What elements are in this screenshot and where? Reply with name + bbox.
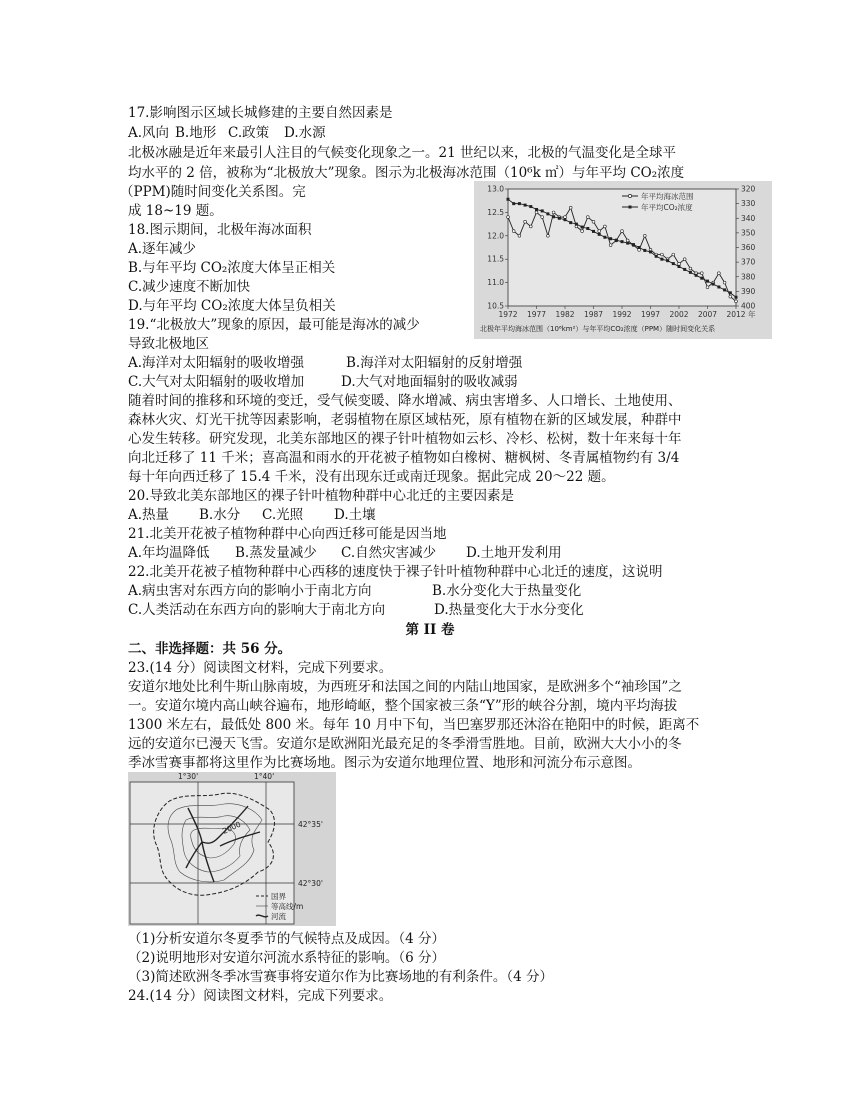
- q23-sub-question-3: （3)简述欧洲冬季冰雪赛事将安道尔作为比赛场地的有利条件。（4 分）: [128, 969, 553, 985]
- co2-point: [615, 239, 618, 242]
- sea-ice-point: [564, 216, 567, 219]
- legend-border-label: 国界: [271, 892, 286, 901]
- sea-ice-point: [604, 225, 607, 228]
- q22-stem: 22.北美开花被子植物种群中心西移的速度快于裸子针叶植物种群中心北迁的速度，这说明: [128, 564, 663, 580]
- sea-ice-point: [507, 216, 510, 219]
- sea-ice-point: [541, 216, 544, 219]
- q17-option-a: A.风向: [128, 125, 170, 141]
- x-axis-tick-label: 1977: [526, 310, 547, 319]
- right-axis-tick-label: 330: [741, 199, 756, 209]
- legend-label-ice: 年平均海冰范围: [641, 192, 694, 201]
- q18-option-a: A.逐年减少: [128, 241, 197, 257]
- co2-point: [700, 277, 703, 280]
- q22-options-row2: [128, 600, 584, 620]
- lat-label: 42°30': [298, 879, 323, 888]
- co2-point: [649, 250, 652, 253]
- q23-paragraph-line: 季冰雪赛事都将这里作为比赛场地。图示为安道尔地理位置、地形和河流分布示意图。: [128, 755, 641, 771]
- x-axis-unit: 年: [748, 310, 756, 319]
- x-axis-tick-label: 2007: [697, 310, 718, 319]
- sea-ice-point: [547, 234, 550, 237]
- co2-point: [541, 209, 544, 212]
- co2-point: [609, 237, 612, 240]
- q20-option-c: C.光照: [262, 507, 304, 523]
- q23-head: 23.(14 分）阅读图文材料，完成下列要求。: [128, 660, 393, 676]
- co2-point: [546, 212, 549, 215]
- sea-ice-point: [524, 220, 527, 223]
- q17-option-b: B.地形: [175, 125, 217, 141]
- q17-option-d: D.水源: [284, 125, 326, 141]
- q23-sub-question-1: （1)分析安道尔冬夏季节的气候特点及成因。（4 分）: [128, 931, 445, 947]
- q18-option-c: C.减少速度不断加快: [128, 279, 251, 295]
- q20-stem: 20.导致北美东部地区的裸子针叶植物种群中心北迁的主要因素是: [128, 488, 514, 504]
- q23-paragraph-line: 远的安道尔已漫天飞雪。安道尔是欧洲阳光最充足的冬季滑雪胜地。目前，欧洲大大小小的冬: [128, 736, 682, 752]
- intro-20-22-line: 每十年向西迁移了 15.4 千米，没有出现东迁或南迁现象。据此完成 20～22 题。: [128, 469, 615, 485]
- sea-ice-point: [569, 206, 572, 209]
- sea-ice-point: [586, 216, 589, 219]
- q19-option-d: D.大气对地面辐射的吸收减弱: [341, 374, 518, 390]
- intro-18-19-line: 均水平的 2 倍，被称为“北极放大”现象。图示为北极海冰范围（10⁶k ㎡）与年平均 CO₂浓度: [128, 165, 685, 181]
- co2-point: [512, 202, 515, 205]
- q19-stem: 导致北极地区: [128, 336, 209, 352]
- q19-option-b: B.海洋对太阳辐射的反射增强: [346, 355, 523, 371]
- co2-point: [683, 268, 686, 271]
- arctic-ice-co2-chart: [474, 181, 772, 339]
- lon-label: 1°40': [254, 772, 275, 781]
- co2-point: [581, 226, 584, 229]
- q19-option-a: A.海洋对太阳辐射的吸收增强: [128, 355, 305, 371]
- q21-stem: 21.北美开花被子植物种群中心向西迁移可能是因当地: [128, 526, 447, 542]
- q21-option-d: D.土地开发利用: [466, 545, 562, 561]
- left-axis-tick-label: 12.0: [487, 231, 504, 241]
- co2-point: [655, 255, 658, 258]
- co2-point: [638, 246, 641, 249]
- q21-option-a: A.年均温降低: [128, 545, 210, 561]
- left-axis-tick-label: 13.0: [487, 184, 504, 194]
- x-axis-tick-label: 1997: [640, 310, 661, 319]
- right-axis-tick-label: 320: [741, 184, 756, 194]
- sea-ice-point: [518, 234, 521, 237]
- q19-options-row2: [128, 372, 518, 392]
- co2-point: [729, 291, 732, 294]
- intro-20-22-line: 森林火灾、灯光干扰等因素影响，老弱植物在原区域枯死，原有植物在新的区域发展，种群中: [128, 412, 682, 428]
- sea-ice-point: [609, 244, 612, 247]
- q20-option-a: A.热量: [128, 507, 170, 523]
- co2-point: [621, 240, 624, 243]
- co2-point: [524, 204, 527, 207]
- co2-point: [575, 223, 578, 226]
- q18-option-b: B.与年平均 CO₂浓度大体呈正相关: [128, 260, 336, 276]
- intro-18-19-line: （PPM)随时间变化关系图。完: [120, 184, 306, 200]
- intro-20-22-line: 随着时间的推移和环境的变迁，受气候变暖、降水增减、病虫害增多、人口增长、土地使用、: [128, 393, 682, 409]
- x-axis-tick-label: 2002: [669, 310, 689, 319]
- co2-point: [529, 205, 532, 208]
- sea-ice-point: [683, 258, 686, 261]
- co2-point: [678, 265, 681, 268]
- co2-point: [552, 215, 555, 218]
- q23-paragraph-line: 安道尔地处比利牛斯山脉南坡，为西班牙和法国之间的内陆山地国家，是欧洲多个“袖珍国”之: [128, 679, 682, 695]
- left-axis-tick-label: 11.0: [487, 278, 504, 288]
- q21-options: [128, 543, 562, 563]
- sea-ice-point: [661, 253, 664, 256]
- x-axis-tick-label: 1982: [555, 310, 575, 319]
- intro-18-19-line: 北极冰融是近年来最引人注目的气候变化现象之一。21 世纪以来，北极的气温变化是全球平: [128, 145, 676, 161]
- x-axis-tick-label: 1987: [583, 310, 604, 319]
- co2-point: [626, 242, 629, 245]
- sea-ice-point: [706, 286, 709, 289]
- right-axis-tick-label: 380: [741, 272, 756, 282]
- contour-label: 2000: [221, 819, 243, 836]
- q19-stem: 19.“北极放大”现象的原因，最可能是海冰的减少: [128, 317, 420, 333]
- lon-label: 1°30': [178, 772, 199, 781]
- co2-point: [735, 296, 738, 299]
- legend-marker-ice: [628, 194, 631, 197]
- sea-ice-point: [581, 230, 584, 233]
- left-axis-tick-label: 12.5: [487, 207, 504, 217]
- map-frame: [130, 782, 294, 924]
- co2-point: [592, 230, 595, 233]
- sea-ice-point: [729, 295, 732, 298]
- q20-option-d: D.土壤: [334, 507, 376, 523]
- co2-point: [535, 208, 538, 211]
- intro-18-19-line: 成 18~19 题。: [128, 203, 223, 219]
- q19-options-row1: [128, 353, 522, 373]
- q19-option-c: C.大气对太阳辐射的吸收增加: [128, 374, 305, 390]
- co2-point: [598, 233, 601, 236]
- co2-point: [507, 198, 510, 201]
- sea-ice-point: [689, 267, 692, 270]
- x-axis-tick-label: 1972: [498, 310, 518, 319]
- right-axis-tick-label: 360: [741, 243, 756, 252]
- volume-title: 第 II 卷: [405, 622, 455, 638]
- q18-stem: 18.图示期间，北极年海冰面积: [128, 222, 312, 238]
- lat-label: 42°35': [298, 820, 323, 829]
- chart-canvas: [474, 181, 772, 339]
- right-axis-tick-label: 400: [741, 301, 756, 311]
- co2-point: [666, 259, 669, 262]
- q17-options: [128, 123, 326, 143]
- x-axis-tick-label: 1992: [612, 310, 632, 319]
- q20-options: [128, 505, 376, 525]
- sea-ice-point: [723, 281, 726, 284]
- q22-option-b: B.水分变化大于热量变化: [432, 583, 582, 599]
- co2-point: [723, 288, 726, 291]
- q22-option-c: C.人类活动在东西方向的影响大于南北方向: [128, 602, 386, 618]
- co2-point: [518, 202, 521, 205]
- co2-point: [564, 218, 567, 221]
- section-heading: 二、非选择题：共 56 分。: [128, 641, 292, 657]
- co2-point: [643, 249, 646, 252]
- co2-point: [569, 221, 572, 224]
- sea-ice-point: [552, 211, 555, 214]
- sea-ice-point: [529, 225, 532, 228]
- q22-option-d: D.热量变化大于水分变化: [434, 602, 584, 618]
- sea-ice-point: [598, 230, 601, 233]
- right-axis-tick-label: 370: [741, 257, 756, 267]
- sea-ice-point: [512, 230, 515, 233]
- co2-point: [632, 243, 635, 246]
- co2-point: [558, 217, 561, 220]
- sea-ice-point: [735, 300, 738, 303]
- q20-option-b: B.水分: [199, 507, 241, 523]
- left-axis-tick-label: 10.5: [487, 301, 504, 311]
- co2-point: [695, 274, 698, 277]
- legend-label-co2: 年平均CO₂浓度: [641, 203, 693, 212]
- sea-ice-point: [672, 253, 675, 256]
- intro-20-22-line: 向北迁移了 11 千米；喜高温和雨水的开花被子植物如白橡树、糖枫树、冬青属植物约有 3/4: [128, 450, 680, 466]
- co2-point: [717, 285, 720, 288]
- co2-point: [706, 280, 709, 283]
- q21-option-b: B.蒸发量减少: [235, 545, 317, 561]
- co2-point: [672, 262, 675, 265]
- q23-paragraph-line: 1300 米左右，最低处 800 米。每年 10 月中下旬，当巴塞罗那还沐浴在艳阳中的时候，距离不: [128, 717, 700, 733]
- co2-point: [660, 258, 663, 261]
- right-axis-tick-label: 350: [741, 228, 756, 238]
- sea-ice-point: [700, 272, 703, 275]
- sea-ice-point: [535, 211, 538, 214]
- sea-ice-point: [626, 239, 629, 242]
- legend-river-label: 河流: [271, 912, 286, 921]
- sea-ice-point: [592, 220, 595, 223]
- chart-caption: 北极年平均海冰范围（10⁶km²）与年平均CO₂浓度（PPM）随时间变化关系: [480, 325, 716, 333]
- q24-head: 24.(14 分）阅读图文材料，完成下列要求。: [128, 988, 393, 1004]
- map-canvas: [128, 772, 336, 926]
- q18-option-d: D.与年平均 CO₂浓度大体呈负相关: [128, 298, 336, 314]
- sea-ice-point: [643, 234, 646, 237]
- sea-ice-point: [621, 230, 624, 233]
- q17-stem: 17.影响图示区域长城修建的主要自然因素是: [128, 105, 393, 121]
- q22-options-row1: [128, 581, 581, 601]
- q21-option-c: C.自然灾害减少: [341, 545, 437, 561]
- andorra-map: [128, 772, 336, 926]
- sea-ice-point: [678, 262, 681, 265]
- q17-option-c: C.政策: [228, 125, 270, 141]
- sea-ice-point: [718, 272, 721, 275]
- q22-option-a: A.病虫害对东西方向的影响小于南北方向: [128, 583, 372, 599]
- x-axis-tick-label: 2012: [726, 310, 746, 319]
- co2-point: [712, 283, 715, 286]
- co2-point: [603, 236, 606, 239]
- legend-marker-co2: [629, 206, 632, 209]
- co2-point: [586, 227, 589, 230]
- left-axis-tick-label: 11.5: [487, 254, 504, 264]
- co2-point: [689, 271, 692, 274]
- intro-20-22-line: 心发生转移。研究发现，北美东部地区的裸子针叶植物如云杉、冷杉、松树，数十年来每十年: [128, 431, 682, 447]
- right-axis-tick-label: 340: [741, 213, 756, 223]
- right-axis-tick-label: 390: [741, 286, 756, 296]
- legend-contour-label: 等高线/m: [271, 902, 304, 911]
- q23-paragraph-line: 一。安道尔境内高山峡谷遍布，地形崎岖，整个国家被三条“Y”形的峡谷分割，境内平均海拔: [128, 698, 678, 714]
- q23-sub-question-2: （2)说明地形对安道尔河流水系特征的影响。（6 分）: [128, 950, 445, 966]
